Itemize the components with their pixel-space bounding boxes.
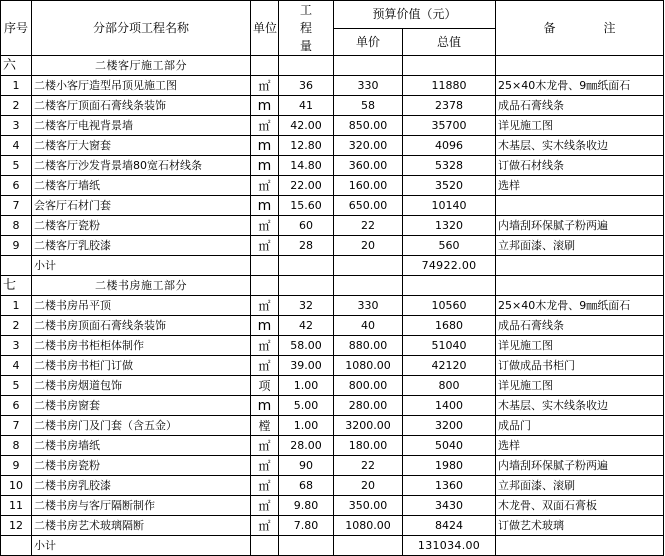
row-name: 二楼客厅乳胶漆: [32, 236, 251, 256]
row-unit: ㎡: [251, 356, 279, 376]
row-total: 10140: [403, 196, 496, 216]
table-row: [1, 116, 664, 136]
row-remark: 订做石材线条: [496, 156, 664, 176]
row-name: 二楼书房吊平顶: [32, 296, 251, 316]
row-unit: ㎡: [251, 496, 279, 516]
row-qty: 42: [279, 316, 334, 336]
row-remark: 订做艺术玻璃: [496, 516, 664, 536]
header-unit: 单位: [251, 1, 279, 56]
empty-cell: [334, 256, 403, 276]
row-price: 180.00: [334, 436, 403, 456]
row-name: 二楼书房艺术玻璃隔断: [32, 516, 251, 536]
row-total: 1680: [403, 316, 496, 336]
row-remark: 成品门: [496, 416, 664, 436]
row-remark: 选样: [496, 436, 664, 456]
row-remark: 立邦面漆、滚刷: [496, 236, 664, 256]
row-seq: 5: [1, 156, 32, 176]
table-row: [1, 376, 664, 396]
row-qty: 1.00: [279, 416, 334, 436]
table-row: [1, 496, 664, 516]
empty-cell: [251, 56, 279, 76]
row-name: 二楼客厅大窗套: [32, 136, 251, 156]
table-row: [1, 76, 664, 96]
row-seq: 9: [1, 236, 32, 256]
row-qty: 1.00: [279, 376, 334, 396]
row-total: 4096: [403, 136, 496, 156]
table-row: [1, 216, 664, 236]
row-seq: 7: [1, 196, 32, 216]
table-row: [1, 316, 664, 336]
row-total: 3520: [403, 176, 496, 196]
row-qty: 28.00: [279, 436, 334, 456]
row-remark: 25×40木龙骨、9㎜纸面石: [496, 76, 664, 96]
header-unit-price: 单价: [334, 28, 403, 56]
row-remark: 详见施工图: [496, 376, 664, 396]
row-qty: 41: [279, 96, 334, 116]
header-seq: 序号: [1, 1, 32, 56]
row-total: 3430: [403, 496, 496, 516]
row-unit: ㎡: [251, 516, 279, 536]
row-unit: ㎡: [251, 336, 279, 356]
row-remark: 详见施工图: [496, 116, 664, 136]
row-seq: 3: [1, 336, 32, 356]
table-row: [1, 356, 664, 376]
row-qty: 28: [279, 236, 334, 256]
row-seq: 12: [1, 516, 32, 536]
row-price: 320.00: [334, 136, 403, 156]
header-budget: 预算价值（元）: [334, 1, 496, 29]
empty-cell: [496, 256, 664, 276]
row-unit: 项: [251, 376, 279, 396]
subtotal-value: 74922.00: [403, 256, 496, 276]
empty-cell: [279, 56, 334, 76]
row-name: 二楼书房与客厅隔断制作: [32, 496, 251, 516]
row-price: 360.00: [334, 156, 403, 176]
table-row: [1, 436, 664, 456]
subtotal-row: [1, 256, 664, 276]
row-seq: 7: [1, 416, 32, 436]
table-row: [1, 296, 664, 316]
row-total: 1400: [403, 396, 496, 416]
empty-cell: [403, 276, 496, 296]
row-qty: 15.60: [279, 196, 334, 216]
table-header: [1, 1, 664, 56]
row-total: 42120: [403, 356, 496, 376]
row-qty: 14.80: [279, 156, 334, 176]
table-row: [1, 156, 664, 176]
empty-cell: [251, 276, 279, 296]
subtotal-label: 小计: [32, 256, 251, 276]
table-row: [1, 176, 664, 196]
row-seq: 11: [1, 496, 32, 516]
row-seq: 6: [1, 176, 32, 196]
row-qty: 5.00: [279, 396, 334, 416]
row-name: 二楼客厅沙发背景墙80宽石材线条: [32, 156, 251, 176]
row-remark: 成品石膏线条: [496, 316, 664, 336]
row-unit: ㎡: [251, 216, 279, 236]
row-unit: ㎡: [251, 76, 279, 96]
empty-cell: [496, 276, 664, 296]
row-unit: ㎡: [251, 116, 279, 136]
table-row: [1, 516, 664, 536]
section-number: 七: [1, 276, 32, 296]
row-seq: 8: [1, 216, 32, 236]
row-seq: 1: [1, 296, 32, 316]
table-row: [1, 396, 664, 416]
row-total: 11880: [403, 76, 496, 96]
row-qty: 12.80: [279, 136, 334, 156]
row-seq: 9: [1, 456, 32, 476]
subtotal-label: 小计: [32, 536, 251, 556]
section-title: 二楼书房施工部分: [32, 276, 251, 296]
row-name: 二楼书房书柜柜体制作: [32, 336, 251, 356]
empty-cell: [251, 256, 279, 276]
empty-cell: [279, 256, 334, 276]
table-row: [1, 236, 664, 256]
row-seq: 2: [1, 96, 32, 116]
empty-cell: [334, 276, 403, 296]
row-total: 800: [403, 376, 496, 396]
row-price: 3200.00: [334, 416, 403, 436]
header-remark: 备 注: [496, 1, 664, 56]
row-total: 51040: [403, 336, 496, 356]
row-price: 330: [334, 76, 403, 96]
row-total: 1980: [403, 456, 496, 476]
row-remark: 25×40木龙骨、9㎜纸面石: [496, 296, 664, 316]
subtotal-value: 131034.00: [403, 536, 496, 556]
empty-cell: [403, 56, 496, 76]
row-total: 3200: [403, 416, 496, 436]
row-price: 58: [334, 96, 403, 116]
row-price: 800.00: [334, 376, 403, 396]
row-seq: 2: [1, 316, 32, 336]
empty-cell: [279, 276, 334, 296]
section-title: 二楼客厅施工部分: [32, 56, 251, 76]
row-remark: 内墙刮环保腻子粉两遍: [496, 216, 664, 236]
row-price: 160.00: [334, 176, 403, 196]
row-total: 35700: [403, 116, 496, 136]
empty-cell: [496, 56, 664, 76]
row-price: 850.00: [334, 116, 403, 136]
row-total: 1360: [403, 476, 496, 496]
row-price: 330: [334, 296, 403, 316]
row-qty: 60: [279, 216, 334, 236]
row-seq: 5: [1, 376, 32, 396]
row-qty: 32: [279, 296, 334, 316]
row-qty: 42.00: [279, 116, 334, 136]
section-header-row: [1, 276, 664, 296]
row-qty: 68: [279, 476, 334, 496]
row-price: 22: [334, 216, 403, 236]
row-seq: 3: [1, 116, 32, 136]
row-seq: 10: [1, 476, 32, 496]
empty-cell: [334, 56, 403, 76]
table-row: [1, 136, 664, 156]
row-name: 二楼客厅电视背景墙: [32, 116, 251, 136]
row-name: 二楼客厅瓷粉: [32, 216, 251, 236]
row-unit: m: [251, 96, 279, 116]
row-seq: 8: [1, 436, 32, 456]
row-price: 880.00: [334, 336, 403, 356]
row-remark: 选样: [496, 176, 664, 196]
row-qty: 7.80: [279, 516, 334, 536]
row-qty: 90: [279, 456, 334, 476]
row-name: 二楼客厅顶面石膏线条装饰: [32, 96, 251, 116]
row-remark: 立邦面漆、滚刷: [496, 476, 664, 496]
row-unit: ㎡: [251, 456, 279, 476]
row-name: 二楼书房烟道包饰: [32, 376, 251, 396]
table-row: [1, 476, 664, 496]
row-seq: 1: [1, 76, 32, 96]
row-total: 5040: [403, 436, 496, 456]
row-total: 1320: [403, 216, 496, 236]
row-total: 8424: [403, 516, 496, 536]
row-price: 40: [334, 316, 403, 336]
row-price: 20: [334, 236, 403, 256]
row-name: 二楼书房瓷粉: [32, 456, 251, 476]
row-remark: 详见施工图: [496, 336, 664, 356]
table-row: [1, 416, 664, 436]
row-name: 二楼书房门及门套（含五金）: [32, 416, 251, 436]
row-name: 二楼书房墙纸: [32, 436, 251, 456]
row-qty: 36: [279, 76, 334, 96]
row-seq: 4: [1, 136, 32, 156]
row-unit: m: [251, 136, 279, 156]
row-total: 2378: [403, 96, 496, 116]
empty-cell: [251, 536, 279, 556]
row-unit: ㎡: [251, 476, 279, 496]
header-name: 分部分项工程名称: [32, 1, 251, 56]
row-total: 10560: [403, 296, 496, 316]
row-unit: m: [251, 316, 279, 336]
row-name: 二楼书房乳胶漆: [32, 476, 251, 496]
row-price: 20: [334, 476, 403, 496]
table-row: [1, 456, 664, 476]
row-price: 1080.00: [334, 356, 403, 376]
row-remark: 木基层、实木线条收边: [496, 396, 664, 416]
empty-cell: [496, 536, 664, 556]
row-remark: 木龙骨、双面石膏板: [496, 496, 664, 516]
row-unit: 樘: [251, 416, 279, 436]
row-price: 280.00: [334, 396, 403, 416]
row-qty: 22.00: [279, 176, 334, 196]
empty-cell: [279, 536, 334, 556]
row-name: 会客厅石材门套: [32, 196, 251, 216]
empty-cell: [1, 256, 32, 276]
row-unit: m: [251, 396, 279, 416]
row-seq: 6: [1, 396, 32, 416]
row-total: 5328: [403, 156, 496, 176]
section-number: 六: [1, 56, 32, 76]
row-qty: 9.80: [279, 496, 334, 516]
row-price: 650.00: [334, 196, 403, 216]
row-unit: ㎡: [251, 436, 279, 456]
row-remark: 木基层、实木线条收边: [496, 136, 664, 156]
row-qty: 58.00: [279, 336, 334, 356]
table-row: [1, 196, 664, 216]
row-price: 1080.00: [334, 516, 403, 536]
row-unit: m: [251, 196, 279, 216]
row-remark: 订做成品书柜门: [496, 356, 664, 376]
row-unit: ㎡: [251, 236, 279, 256]
row-name: 二楼小客厅造型吊顶见施工图: [32, 76, 251, 96]
row-remark: 内墙刮环保腻子粉两遍: [496, 456, 664, 476]
row-unit: ㎡: [251, 296, 279, 316]
row-total: 560: [403, 236, 496, 256]
row-name: 二楼书房窗套: [32, 396, 251, 416]
row-name: 二楼书房顶面石膏线条装饰: [32, 316, 251, 336]
row-remark: [496, 196, 664, 216]
row-unit: m: [251, 156, 279, 176]
header-total: 总值: [403, 28, 496, 56]
row-price: 350.00: [334, 496, 403, 516]
row-seq: 4: [1, 356, 32, 376]
row-remark: 成品石膏线条: [496, 96, 664, 116]
row-unit: ㎡: [251, 176, 279, 196]
row-name: 二楼书房书柜门订做: [32, 356, 251, 376]
header-qty: 工程量: [279, 1, 334, 56]
row-name: 二楼客厅墙纸: [32, 176, 251, 196]
subtotal-row: [1, 536, 664, 556]
table-row: [1, 336, 664, 356]
row-price: 22: [334, 456, 403, 476]
table-row: [1, 96, 664, 116]
row-qty: 39.00: [279, 356, 334, 376]
table-body: [1, 56, 664, 556]
empty-cell: [1, 536, 32, 556]
section-header-row: [1, 56, 664, 76]
empty-cell: [334, 536, 403, 556]
